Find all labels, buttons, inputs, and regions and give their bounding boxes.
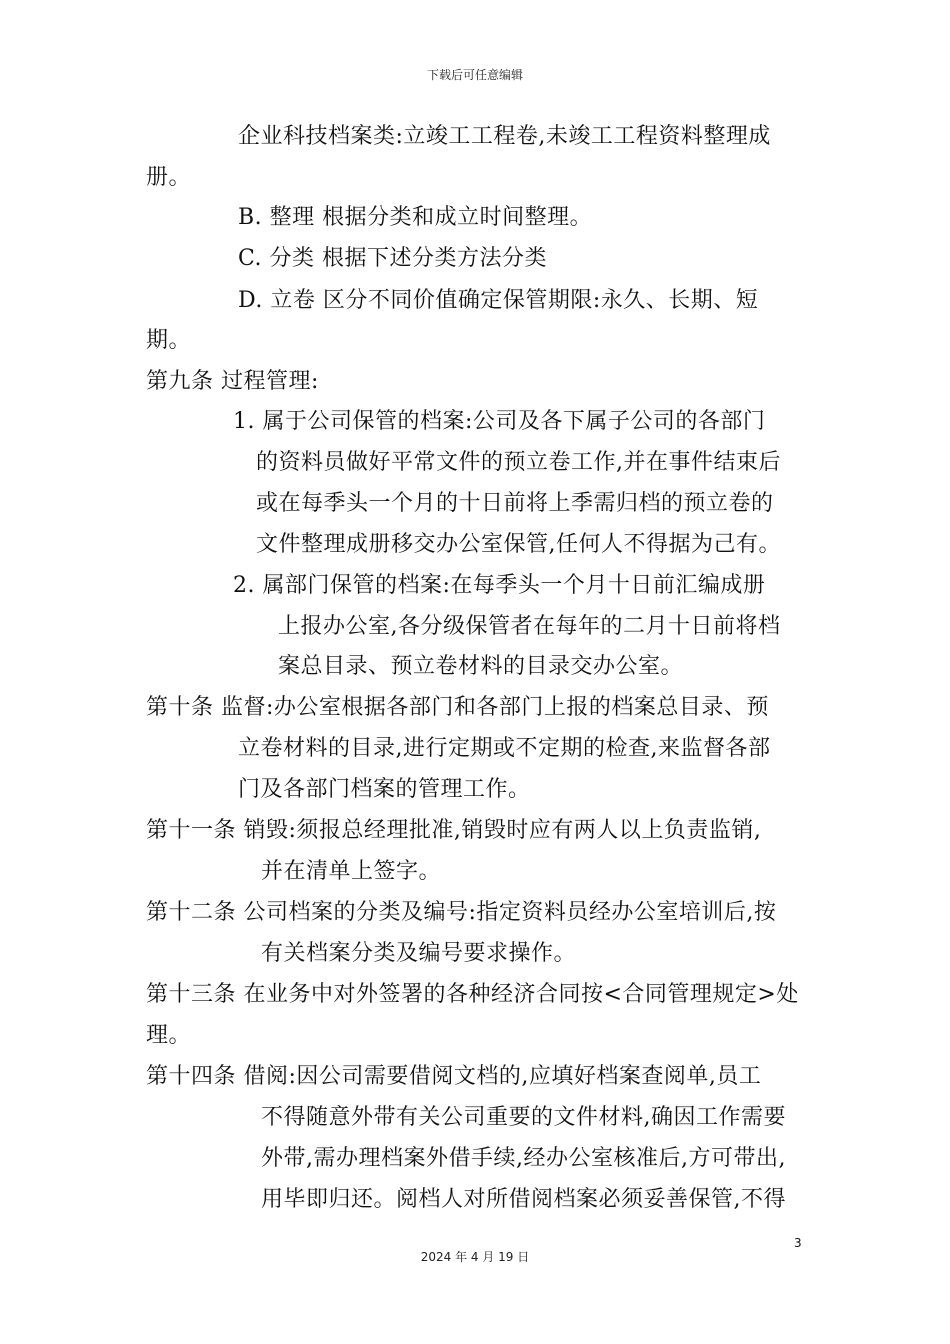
text-line: 理。 (146, 1023, 192, 1048)
text-line: D. 立卷 区分不同价值确定保管期限:永久、长期、短 (238, 288, 759, 313)
text-line: B. 整理 根据分类和成立时间整理。 (238, 205, 593, 230)
text-line: 2. 属部门保管的档案:在每季头一个月十日前汇编成册 (233, 573, 766, 598)
page-footer-date: 2024 年 4 月 19 日 (420, 1250, 530, 1264)
text-line: 上报办公室,各分级保管者在每年的二月十日前将档 (278, 614, 781, 639)
text-line: 第十二条 公司档案的分类及编号:指定资料员经办公室培训后,按 (146, 900, 777, 925)
text-line: 有关档案分类及编号要求操作。 (261, 941, 577, 966)
text-line: 立卷材料的目录,进行定期或不定期的检查,来监督各部 (238, 736, 771, 761)
text-line: 不得随意外带有关公司重要的文件材料,确因工作需要 (261, 1105, 786, 1130)
text-line: 或在每季头一个月的十日前将上季需归档的预立卷的 (256, 491, 774, 516)
text-line: 第十条 监督:办公室根据各部门和各部门上报的档案总目录、预 (146, 695, 769, 720)
text-line: 1. 属于公司保管的档案:公司及各下属子公司的各部门 (233, 409, 766, 434)
text-line: 第九条 过程管理: (146, 369, 319, 394)
text-line: 第十三条 在业务中对外签署的各种经济合同按<合同管理规定>处 (146, 982, 799, 1007)
text-line: 外带,需办理档案外借手续,经办公室核准后,方可带出, (261, 1146, 786, 1171)
page-header: 下载后可任意编辑 (426, 68, 523, 82)
text-line: 册。 (146, 165, 192, 190)
text-line: 文件整理成册移交办公室保管,任何人不得据为己有。 (256, 532, 781, 557)
text-line: 企业科技档案类:立竣工工程卷,未竣工工程资料整理成 (238, 124, 771, 149)
text-line: 用毕即归还。阅档人对所借阅档案必须妥善保管,不得 (261, 1187, 786, 1212)
page-number: 3 (794, 1236, 802, 1250)
text-line: 期。 (146, 328, 192, 353)
text-line: 案总目录、预立卷材料的目录交办公室。 (278, 654, 684, 679)
text-line: 第十一条 销毁:须报总经理批准,销毁时应有两人以上负责监销, (146, 818, 762, 843)
text-line: 的资料员做好平常文件的预立卷工作,并在事件结束后 (256, 450, 781, 475)
text-line: 并在清单上签字。 (261, 859, 442, 884)
text-line: 第十四条 借阅:因公司需要借阅文档的,应填好档案查阅单,员工 (146, 1064, 762, 1089)
text-line: C. 分类 根据下述分类方法分类 (238, 246, 548, 271)
text-line: 门及各部门档案的管理工作。 (238, 777, 531, 802)
